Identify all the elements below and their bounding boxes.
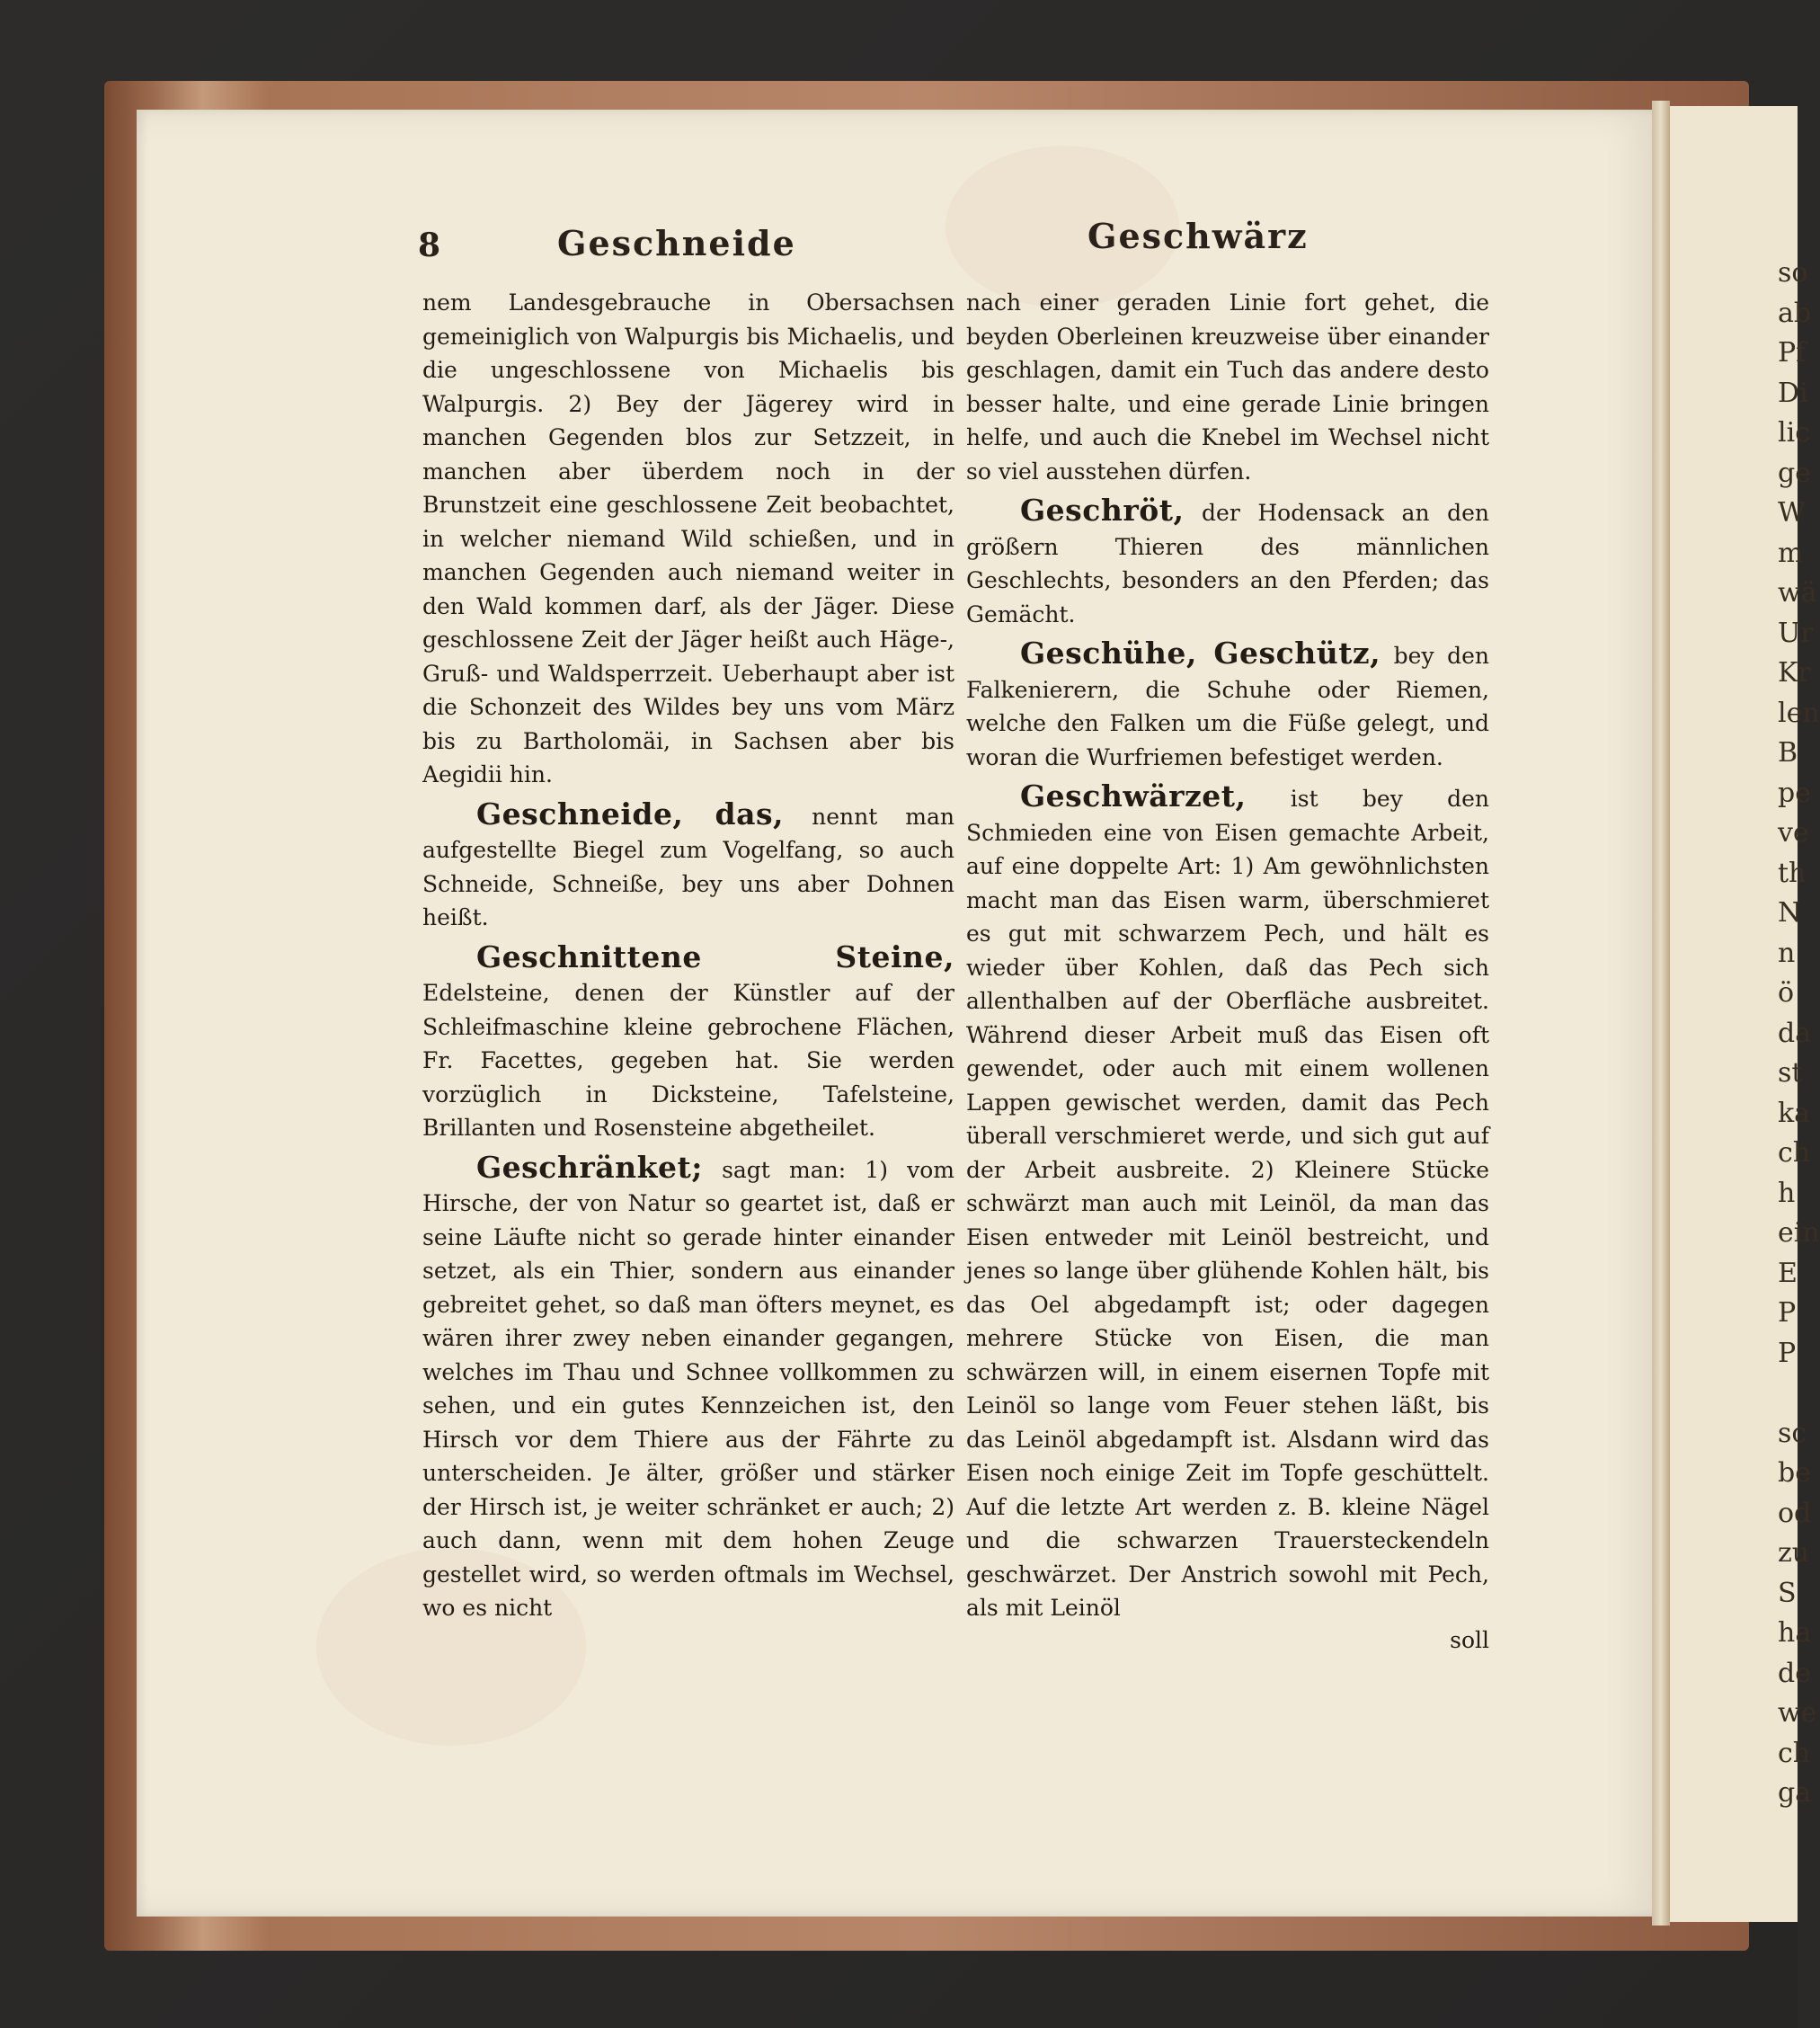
facing-page-edge [1670,106,1820,1922]
facing-page-fragment: P [1778,1297,1797,1329]
running-head-right: Geschwärz [1088,216,1309,256]
facing-page-fragment: Di [1778,377,1808,409]
entry-text: nennt man aufgestellte Biegel zum Vogelfang, so auch Schneide, Schneiße, bey uns aber Dohnen heißt. [422,803,954,930]
continued-text: nem Landesgebrauche in Obersachsen gemeiniglich von Walpurgis bis Michaelis, und die ungeschlossene von Michaelis bis Walpurgis. 2) Bey der Jägerey wird in manchen Gegenden blos zur Setzzeit, in manchen aber überdem noch in der Brunstzeit eine geschlossene Zeit beobachtet, in welcher niemand Wild schießen, und in manchen Gegenden auch niemand weiter in den Wald kommen darf, als der Jäger. Diese geschlossene Zeit der Jäger heißt auch Häge-, Gruß- und Waldsperrzeit. Ueberhaupt aber ist die Schonzeit des Wildes bey uns vom März bis zu Bartholomäi, in Sachsen aber bis Aegidii hin. [422,289,954,787]
catchword: soll [1450,1626,1489,1653]
facing-page-fragment: h [1778,1177,1796,1209]
continued-text: nach einer geraden Linie fort gehet, die beyden Oberleinen kreuzweise über einander geschlagen, damit ein Tuch das andere desto besser halte, und eine gerade Linie bringen helfe, und auch die Knebel im Wechsel nicht so viel ausstehen dürfen. [966,289,1489,485]
facing-page-fragment: st [1778,1057,1803,1089]
entry-headword: Geschneide, das, [476,796,785,832]
facing-page-fragment: Kr [1778,657,1811,689]
dictionary-entry [422,1151,954,1625]
entry-headword: Geschränket; [476,1149,703,1185]
entry-text: ist bey den Schmieden eine von Eisen gemachte Arbeit, auf eine doppelte Art: 1) Am gewöhnlichsten macht man das Eisen warm, überschmieret es gut mit schwarzem Pech, und hält es wieder über Kohlen, daß das Pech sich allenthalben auf der Oberfläche ausbreitet. Während dieser Arbeit muß das Eisen oft gewendet, oder auch mit einem wollenen Lappen gewischet werden, damit das Pech überall verschmieret werde, und sich gut auf der Arbeit ausbreite. 2) Kleinere Stücke schwärzt man auch mit Leinöl, da man das Eisen entweder mit Leinöl bestreicht, und jenes so lange über glühende Kohlen hält, bis das Oel abgedampft ist; oder dagegen mehrere Stücke von Eisen, die man schwärzen will, in einem eisernen Topfe mit Leinöl so lange vom Feuer stehen läßt, bis das Leinöl abgedampft ist. Alsdann wird das Eisen noch einige Zeit im Topfe geschüttelt. Auf die letzte Art werden z. B. kleine Nägel und die schwarzen Trauersteckendeln geschwärzet. Der Anstrich sowohl mit Pech, als mit Leinöl [966,786,1489,1621]
right-column [966,286,1489,1657]
facing-page-fragment: ve [1778,817,1809,849]
left-column [422,286,954,1625]
facing-page-fragment: pe [1778,777,1811,809]
facing-page-fragment: de [1778,1657,1811,1689]
facing-page-fragment: ge [1778,457,1811,489]
facing-page-fragment: th [1778,857,1807,889]
facing-page-fragment: E [1778,1257,1798,1289]
facing-page-fragment: be [1778,1457,1811,1489]
facing-page-fragment: ch [1778,1137,1811,1169]
facing-page-fragment [1778,1374,1798,1414]
facing-page-fragment: so [1778,257,1808,289]
facing-page-fragment: Ur [1778,617,1814,649]
entry-text: der Hodensack an den größern Thieren des männlichen Geschlechts, besonders an den Pferden; das Gemächt. [966,500,1489,627]
entry-text: bey den Falkenierern, die Schuhe oder Riemen, welche den Falken um die Füße gelegt, und woran die Wurfriemen befestiget werden. [966,643,1489,770]
facing-page-fragment: ha [1778,1617,1812,1649]
facing-page-fragment: W [1778,497,1806,529]
facing-page-fragment: ein [1778,1217,1820,1249]
facing-page-fragment: we [1778,1697,1817,1729]
facing-page-text-fragments [1670,106,1820,1814]
facing-page-fragment: ka [1778,1097,1811,1129]
facing-page-fragment: S [1778,1577,1797,1609]
facing-page-fragment: len [1778,697,1820,729]
entry-headword: Geschwärzet, [1020,778,1247,814]
facing-page-fragment: n [1778,937,1796,969]
dictionary-entry [966,779,1489,1625]
entry-headword: Geschröt, [1020,493,1185,528]
facing-page-fragment: sc [1778,1417,1807,1449]
page-number: 8 [418,227,441,264]
facing-page-fragment: ga [1778,1777,1812,1809]
dictionary-entry [422,797,954,935]
entry-text: sagt man: 1) vom Hirsche, der von Natur so geartet ist, daß er seine Läufte nicht so gerade hinter einander setzet, als ein Thier, sondern aus einander gebreitet gehet, so daß man öfters meynet, es wären ihrer zwey neben einander gegangen, welches im Thau und Schnee vollkommen zu sehen, und ein gutes Kennzeichen ist, den Hirsch vor dem Thiere aus der Fährte zu unterscheiden. Je älter, größer und stärker der Hirsch ist, je weiter schränket er auch; 2) auch dann, wenn mit dem hohen Zeuge gestellet wird, so werden oftmals im Wechsel, wo es nicht [422,1156,954,1621]
facing-page-fragment: B [1778,737,1798,769]
facing-page-fragment: Pf [1778,337,1807,369]
facing-page-fragment: P [1778,1337,1797,1369]
facing-page-fragment: da [1778,1017,1812,1049]
facing-page-fragment: od [1778,1497,1812,1529]
facing-page-fragment: ö [1778,977,1795,1009]
dictionary-entry [966,636,1489,774]
facing-page-fragment: m [1778,537,1804,569]
entry-headword: Geschühe, Geschütz, [1020,636,1381,671]
facing-page-fragment: N [1778,897,1802,929]
facing-page-fragment: lic [1778,417,1810,449]
dictionary-entry [966,494,1489,631]
dictionary-entry [422,940,954,1145]
facing-page-fragment: zu [1778,1537,1810,1569]
entry-text: Edelsteine, denen der Künstler auf der Schleifmaschine kleine gebrochene Flächen, Fr. Facettes, gegeben hat. Sie werden vorzüglich in Dicksteine, Tafelsteine, Brillanten und Rosensteine abgetheilet. [422,980,954,1141]
facing-page-fragment: ab [1778,297,1812,329]
running-head-left: Geschneide [557,223,796,263]
facing-page-fragment: wä [1778,577,1817,609]
page-gutter [1652,101,1670,1926]
page-header [404,216,1645,270]
facing-page-fragment: ch [1778,1737,1811,1769]
entry-headword: Geschnittene Steine, [476,938,954,974]
